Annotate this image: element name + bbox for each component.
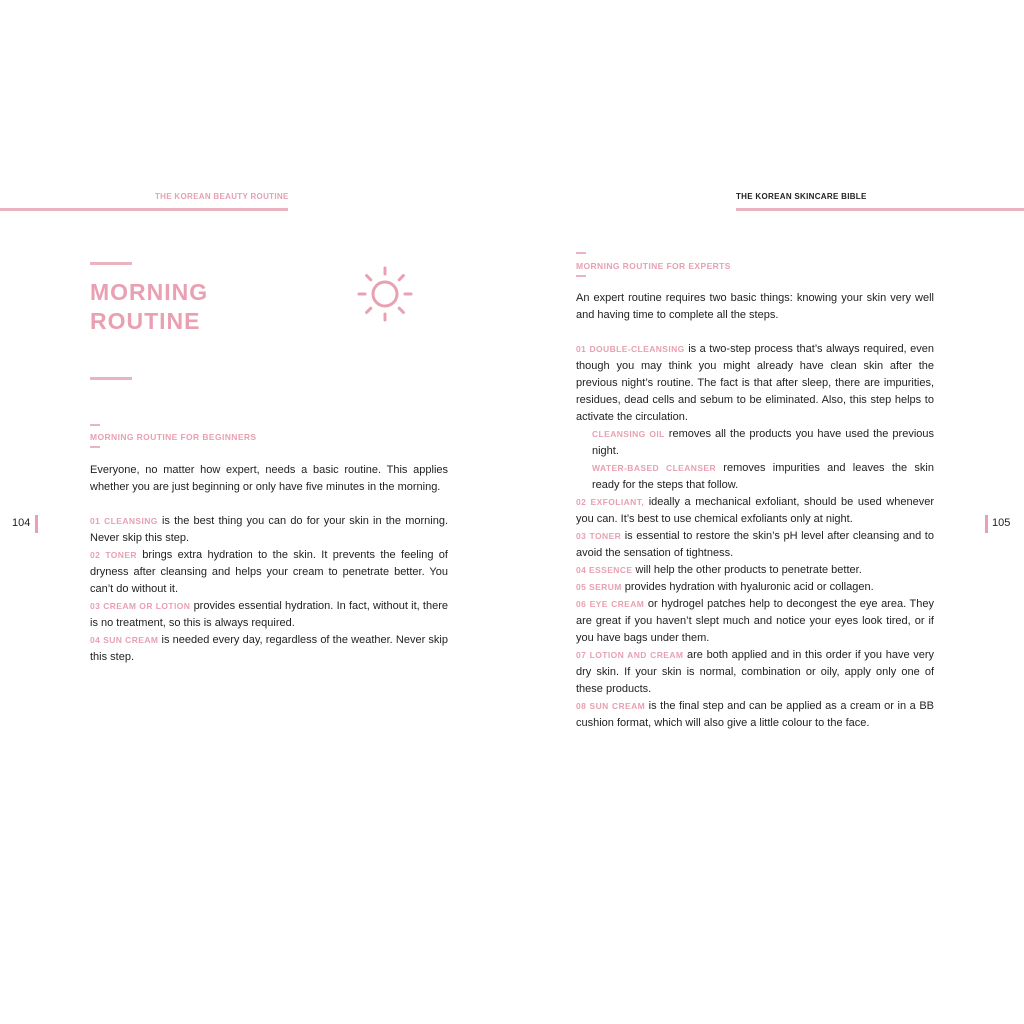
left-step xyxy=(90,598,448,632)
left-body xyxy=(90,462,448,666)
substep-text: removes all the products you have used the previous night. xyxy=(592,428,934,457)
step-text: is essential to restore the skin’s pH level after cleansing and to avoid the sensation of tightness. xyxy=(576,530,934,559)
step-tag: 03 TONER xyxy=(576,531,622,541)
step-text: is needed every day, regardless of the weather. Never skip this step. xyxy=(90,634,448,663)
step-text: brings extra hydration to the skin. It prevents the feeling of dryness after cleansing and helps your cream to penetrate better. You can’t do without it. xyxy=(90,549,448,595)
left-step xyxy=(90,547,448,598)
step-text: provides essential hydration. In fact, without it, there is no treatment, so this is always required. xyxy=(90,600,448,629)
left-step xyxy=(90,513,448,547)
substep-tag: CLEANSING OIL xyxy=(592,429,665,439)
right-step xyxy=(576,494,934,528)
step-tag: 01 DOUBLE-CLEANSING xyxy=(576,344,685,354)
right-step xyxy=(576,528,934,562)
right-step xyxy=(576,579,934,596)
step-tag: 01 CLEANSING xyxy=(90,516,158,526)
step-text: are both applied and in this order if you have very dry skin. If your skin is normal, combination or oily, apply only one of these products. xyxy=(576,649,935,695)
right-step xyxy=(576,698,934,732)
step-text: provides hydration with hyaluronic acid or collagen. xyxy=(621,581,874,593)
step-text: will help the other products to penetrate better. xyxy=(632,564,862,576)
right-step xyxy=(576,341,934,426)
step-tag: 02 TONER xyxy=(90,550,137,560)
step-tag: 04 ESSENCE xyxy=(576,565,633,575)
right-step xyxy=(576,647,934,698)
left-section-bottom-tick xyxy=(90,446,100,448)
title-line-2: ROUTINE xyxy=(90,308,201,334)
step-tag: 05 SERUM xyxy=(576,582,622,592)
left-running-head: THE KOREAN BEAUTY ROUTINE xyxy=(155,192,289,201)
left-intro: Everyone, no matter how expert, needs a basic routine. This applies whether you are just beginning or only have five minutes in the morning. xyxy=(90,464,448,493)
step-text: is the best thing you can do for your skin in the morning. Never skip this step. xyxy=(90,515,448,544)
title-line-1: MORNING xyxy=(90,279,209,305)
right-section-top-tick xyxy=(576,252,586,254)
right-substep xyxy=(576,426,934,460)
step-tag: 02 EXFOLIANT, xyxy=(576,497,645,507)
sun-icon xyxy=(356,265,414,323)
right-section-bottom-tick xyxy=(576,275,586,277)
right-folio-bar xyxy=(985,515,988,533)
page-title xyxy=(90,278,208,336)
title-bottom-rule xyxy=(90,377,132,380)
left-section-label: MORNING ROUTINE FOR BEGINNERS xyxy=(90,432,257,442)
step-text: is the final step and can be applied as a cream or in a BB cushion format, which will also give a little colour to the face. xyxy=(576,700,934,729)
right-header-rule xyxy=(736,208,1024,211)
step-tag: 03 CREAM OR LOTION xyxy=(90,601,191,611)
left-header-rule xyxy=(0,208,288,211)
step-tag: 04 SUN CREAM xyxy=(90,635,159,645)
right-intro: An expert routine requires two basic things: knowing your skin very well and having time to complete all the steps. xyxy=(576,292,934,321)
left-folio-bar xyxy=(35,515,38,533)
right-step xyxy=(576,562,934,579)
step-text: or hydrogel patches help to decongest the eye area. They are great if you haven’t slept much and notice your eyes look tired, or if you have bags under them. xyxy=(576,598,935,644)
right-substep xyxy=(576,460,934,494)
step-text: is a two-step process that’s always required, even though you may think you might already have clean skin after the previous night’s routine. The fact is that after sleep, there are impurities, residues, dead cells and sebum to be eliminated. Also, this step helps to activate the circulation. xyxy=(576,343,934,423)
right-page-number: 105 xyxy=(992,517,1011,529)
right-section-label: MORNING ROUTINE FOR EXPERTS xyxy=(576,261,731,271)
substep-tag: WATER-BASED CLEANSER xyxy=(592,463,716,473)
step-tag: 07 LOTION AND CREAM xyxy=(576,650,684,660)
right-body xyxy=(576,290,934,732)
step-tag: 08 SUN CREAM xyxy=(576,701,646,711)
title-top-rule xyxy=(90,262,132,265)
left-page-number: 104 xyxy=(12,517,31,529)
left-step xyxy=(90,632,448,666)
substep-text: removes impurities and leaves the skin ready for the steps that follow. xyxy=(592,462,934,491)
right-step xyxy=(576,596,934,647)
right-running-head: THE KOREAN SKINCARE BIBLE xyxy=(736,192,867,201)
step-text: ideally a mechanical exfoliant, should be used whenever you can. It’s best to use chemical exfoliants only at night. xyxy=(576,496,934,525)
step-tag: 06 EYE CREAM xyxy=(576,599,645,609)
left-section-top-tick xyxy=(90,424,100,426)
